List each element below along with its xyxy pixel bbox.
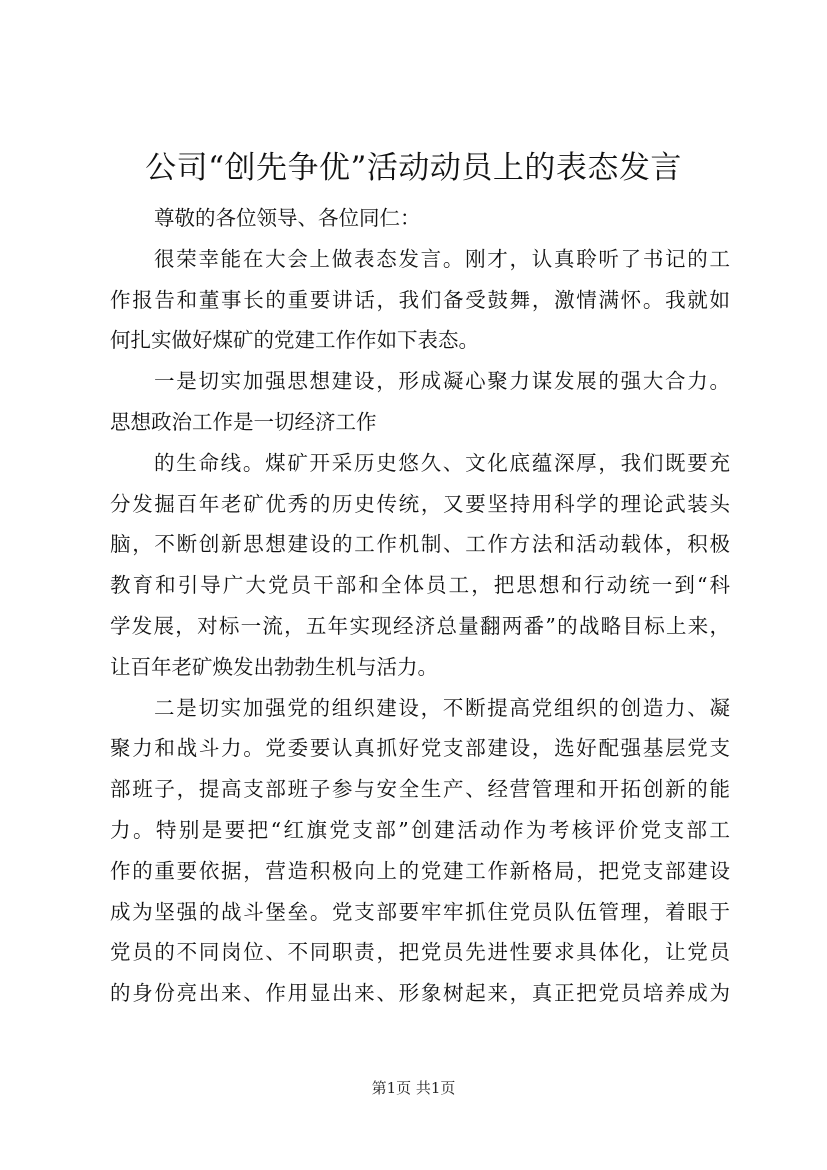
- document-body: [110, 198, 730, 1014]
- paragraph-3-line-5: 学发展，对标一流，五年实现经济总量翻两番”的战略目标上来，: [110, 613, 730, 638]
- paragraph-4-line-4: 力。特别是要把“红旗党支部”创建活动作为考核评价党支部工: [110, 817, 730, 842]
- paragraph-4-line-3: 部班子，提高支部班子参与安全生产、经营管理和开拓创新的能: [110, 777, 730, 802]
- paragraph-3-line-2: 分发掘百年老矿优秀的历史传统，又要坚持用科学的理论武装头: [110, 491, 730, 516]
- paragraph-4-line-1: 二是切实加强党的组织建设，不断提高党组织的创造力、凝: [154, 695, 730, 720]
- paragraph-4-line-6: 成为坚强的战斗堡垒。党支部要牢牢抓住党员队伍管理，着眼于: [110, 899, 730, 924]
- paragraph-3-line-4: 教育和引导广大党员干部和全体员工，把思想和行动统一到“科: [110, 573, 730, 598]
- paragraph-3-line-3: 脑，不断创新思想建设的工作机制、工作方法和活动载体，积极: [110, 532, 730, 557]
- paragraph-3-line-1: 的生命线。煤矿开采历史悠久、文化底蕴深厚，我们既要充: [154, 450, 730, 475]
- paragraph-4-line-5: 作的重要依据，营造积极向上的党建工作新格局，把党支部建设: [110, 858, 730, 883]
- paragraph-1-line-1: 很荣幸能在大会上做表态发言。刚才，认真聆听了书记的工: [154, 246, 730, 271]
- paragraph-2-line-1: 一是切实加强思想建设，形成凝心聚力谋发展的强大合力。: [154, 369, 730, 394]
- page-footer: 第1页 共1页: [371, 1079, 456, 1097]
- paragraph-1-line-3: 何扎实做好煤矿的党建工作作如下表态。: [110, 328, 479, 353]
- paragraph-2-line-2: 思想政治工作是一切经济工作: [110, 409, 377, 434]
- paragraph-3-line-6: 让百年老矿焕发出勃勃生机与活力。: [110, 654, 438, 679]
- document-title: 公司“创先争优”活动动员上的表态发言: [145, 150, 682, 186]
- salutation: 尊敬的各位领导、各位同仁：: [154, 206, 421, 230]
- paragraph-4-line-2: 聚力和战斗力。党委要认真抓好党支部建设，选好配强基层党支: [110, 736, 730, 761]
- paragraph-4-line-8: 的身份亮出来、作用显出来、形象树起来，真正把党员培养成为: [110, 981, 730, 1006]
- paragraph-1-line-2: 作报告和董事长的重要讲话，我们备受鼓舞，激情满怀。我就如: [110, 287, 730, 312]
- paragraph-4-line-7: 党员的不同岗位、不同职责，把党员先进性要求具体化，让党员: [110, 940, 730, 965]
